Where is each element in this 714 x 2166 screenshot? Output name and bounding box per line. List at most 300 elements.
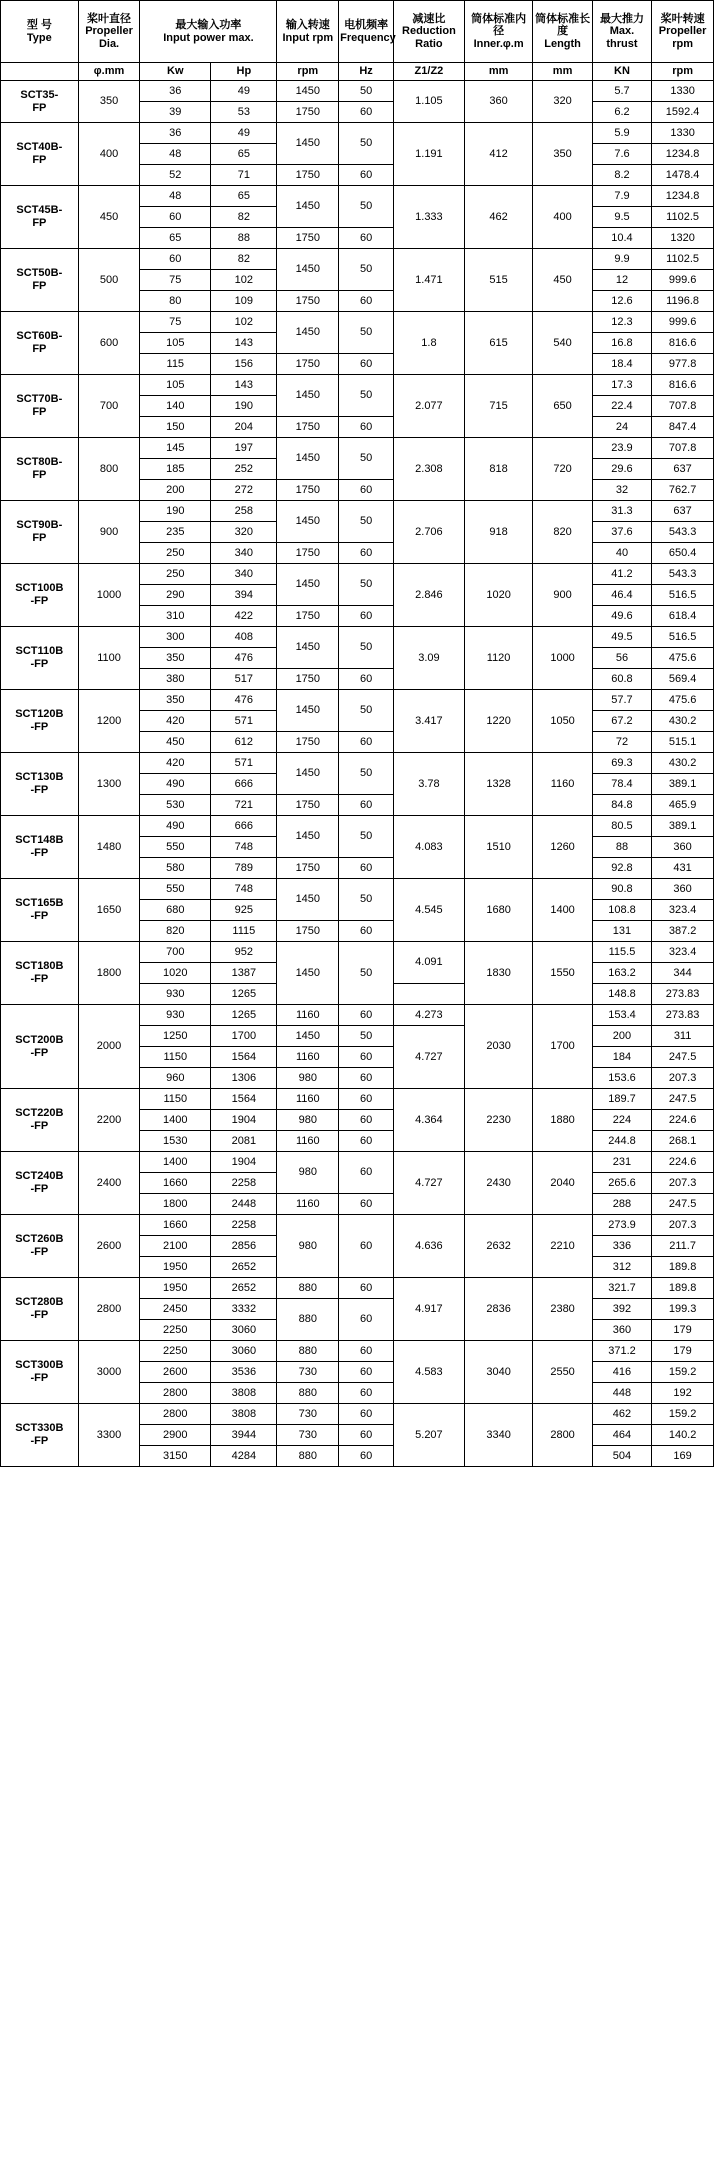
- model-cell: SCT50B- FP: [1, 249, 79, 312]
- input-power-hp-cell: 612: [211, 732, 277, 753]
- frequency-cell: 60: [339, 102, 394, 123]
- max-thrust-cell: 336: [592, 1236, 651, 1257]
- reduction-ratio-cell: 2.706: [394, 501, 465, 564]
- input-power-hp-cell: 925: [211, 900, 277, 921]
- max-thrust-cell: 462: [592, 1404, 651, 1425]
- reduction-ratio-cell: 4.273: [394, 1005, 465, 1026]
- propeller-dia-cell: 400: [78, 123, 140, 186]
- length-cell: 720: [533, 438, 592, 501]
- table-row: [1, 249, 714, 270]
- input-power-hp-cell: 2448: [211, 1194, 277, 1215]
- frequency-cell: 60: [339, 165, 394, 186]
- reduction-ratio-cell: 2.077: [394, 375, 465, 438]
- input-power-hp-cell: 666: [211, 774, 277, 795]
- max-thrust-cell: 273.9: [592, 1215, 651, 1236]
- frequency-cell: 60: [339, 1404, 394, 1425]
- input-power-hp-cell: 82: [211, 249, 277, 270]
- max-thrust-cell: 6.2: [592, 102, 651, 123]
- input-rpm-cell: 1750: [277, 858, 339, 879]
- propeller-rpm-cell: 159.2: [652, 1362, 714, 1383]
- frequency-cell: 50: [339, 501, 394, 543]
- max-thrust-cell: 392: [592, 1299, 651, 1320]
- input-power-kw-cell: 1800: [140, 1194, 211, 1215]
- propeller-dia-cell: 1800: [78, 942, 140, 1005]
- input-rpm-cell: 1450: [277, 249, 339, 291]
- propeller-dia-cell: 2600: [78, 1215, 140, 1278]
- input-rpm-cell: 1450: [277, 438, 339, 480]
- input-power-hp-cell: 2652: [211, 1278, 277, 1299]
- max-thrust-cell: 80.5: [592, 816, 651, 837]
- max-thrust-cell: 31.3: [592, 501, 651, 522]
- length-cell: 1700: [533, 1005, 592, 1089]
- propeller-dia-cell: 350: [78, 81, 140, 123]
- propeller-rpm-cell: 569.4: [652, 669, 714, 690]
- input-rpm-cell: 730: [277, 1404, 339, 1425]
- input-rpm-cell: 1750: [277, 543, 339, 564]
- input-power-kw-cell: 80: [140, 291, 211, 312]
- input-power-hp-cell: 2258: [211, 1215, 277, 1236]
- reduction-ratio-cell: 2.846: [394, 564, 465, 627]
- input-power-kw-cell: 2100: [140, 1236, 211, 1257]
- frequency-cell: 50: [339, 375, 394, 417]
- header-reduction-ratio: 减速比 Reduction Ratio: [394, 1, 465, 63]
- length-cell: 2210: [533, 1215, 592, 1278]
- model-cell: SCT40B- FP: [1, 123, 79, 186]
- input-power-kw-cell: 2800: [140, 1404, 211, 1425]
- input-power-hp-cell: 422: [211, 606, 277, 627]
- frequency-cell: 50: [339, 249, 394, 291]
- propeller-rpm-cell: 389.1: [652, 774, 714, 795]
- propeller-rpm-cell: 977.8: [652, 354, 714, 375]
- input-rpm-cell: 1750: [277, 228, 339, 249]
- propeller-rpm-cell: 1234.8: [652, 144, 714, 165]
- max-thrust-cell: 115.5: [592, 942, 651, 963]
- max-thrust-cell: 17.3: [592, 375, 651, 396]
- length-cell: 820: [533, 501, 592, 564]
- max-thrust-cell: 78.4: [592, 774, 651, 795]
- propeller-rpm-cell: 847.4: [652, 417, 714, 438]
- input-power-hp-cell: 721: [211, 795, 277, 816]
- model-cell: SCT220B -FP: [1, 1089, 79, 1152]
- input-power-kw-cell: 1950: [140, 1257, 211, 1278]
- table-row: [1, 375, 714, 396]
- input-power-hp-cell: 666: [211, 816, 277, 837]
- input-rpm-cell: 730: [277, 1362, 339, 1383]
- max-thrust-cell: 265.6: [592, 1173, 651, 1194]
- max-thrust-cell: 56: [592, 648, 651, 669]
- input-power-hp-cell: 143: [211, 333, 277, 354]
- propeller-rpm-cell: 387.2: [652, 921, 714, 942]
- max-thrust-cell: 9.5: [592, 207, 651, 228]
- input-power-kw-cell: 150: [140, 417, 211, 438]
- reduction-ratio-cell: [394, 984, 465, 1005]
- frequency-cell: 60: [339, 1362, 394, 1383]
- input-power-hp-cell: 394: [211, 585, 277, 606]
- input-power-hp-cell: 340: [211, 564, 277, 585]
- input-power-kw-cell: 930: [140, 984, 211, 1005]
- input-power-kw-cell: 235: [140, 522, 211, 543]
- input-power-hp-cell: 143: [211, 375, 277, 396]
- frequency-cell: 60: [339, 1068, 394, 1089]
- reduction-ratio-cell: 4.727: [394, 1152, 465, 1215]
- frequency-cell: 50: [339, 438, 394, 480]
- input-power-hp-cell: 1904: [211, 1110, 277, 1131]
- model-cell: SCT35- FP: [1, 81, 79, 123]
- input-power-hp-cell: 272: [211, 480, 277, 501]
- frequency-cell: 50: [339, 942, 394, 1005]
- frequency-cell: 50: [339, 753, 394, 795]
- input-rpm-cell: 1450: [277, 186, 339, 228]
- propeller-rpm-cell: 207.3: [652, 1068, 714, 1089]
- input-power-kw-cell: 960: [140, 1068, 211, 1089]
- max-thrust-cell: 84.8: [592, 795, 651, 816]
- max-thrust-cell: 231: [592, 1152, 651, 1173]
- unit-cell-9: KN: [592, 63, 651, 81]
- propeller-rpm-cell: 140.2: [652, 1425, 714, 1446]
- propeller-rpm-cell: 999.6: [652, 312, 714, 333]
- inner-dia-cell: 1120: [464, 627, 533, 690]
- propeller-rpm-cell: 179: [652, 1320, 714, 1341]
- propeller-rpm-cell: 999.6: [652, 270, 714, 291]
- length-cell: 540: [533, 312, 592, 375]
- max-thrust-cell: 371.2: [592, 1341, 651, 1362]
- propeller-rpm-cell: 169: [652, 1446, 714, 1467]
- propeller-dia-cell: 2400: [78, 1152, 140, 1215]
- propeller-rpm-cell: 247.5: [652, 1089, 714, 1110]
- max-thrust-cell: 57.7: [592, 690, 651, 711]
- max-thrust-cell: 40: [592, 543, 651, 564]
- propeller-rpm-cell: 247.5: [652, 1047, 714, 1068]
- reduction-ratio-cell: 3.09: [394, 627, 465, 690]
- input-rpm-cell: 1750: [277, 102, 339, 123]
- max-thrust-cell: 49.5: [592, 627, 651, 648]
- length-cell: 450: [533, 249, 592, 312]
- unit-cell-1: φ.mm: [78, 63, 140, 81]
- inner-dia-cell: 1680: [464, 879, 533, 942]
- model-cell: SCT70B- FP: [1, 375, 79, 438]
- input-power-hp-cell: 2856: [211, 1236, 277, 1257]
- max-thrust-cell: 49.6: [592, 606, 651, 627]
- input-power-hp-cell: 3536: [211, 1362, 277, 1383]
- input-rpm-cell: 1450: [277, 753, 339, 795]
- table-row: [1, 942, 714, 963]
- unit-cell-0: [1, 63, 79, 81]
- max-thrust-cell: 37.6: [592, 522, 651, 543]
- input-rpm-cell: 1450: [277, 501, 339, 543]
- propeller-dia-cell: 2200: [78, 1089, 140, 1152]
- propeller-dia-cell: 600: [78, 312, 140, 375]
- input-power-hp-cell: 789: [211, 858, 277, 879]
- reduction-ratio-cell: 3.417: [394, 690, 465, 753]
- frequency-cell: 60: [339, 669, 394, 690]
- length-cell: 650: [533, 375, 592, 438]
- input-power-hp-cell: 2081: [211, 1131, 277, 1152]
- header-max-thrust: 最大推力 Max. thrust: [592, 1, 651, 63]
- input-power-kw-cell: 60: [140, 207, 211, 228]
- max-thrust-cell: 464: [592, 1425, 651, 1446]
- input-rpm-cell: 1450: [277, 1026, 339, 1047]
- model-cell: SCT260B -FP: [1, 1215, 79, 1278]
- table-row: [1, 690, 714, 711]
- input-power-hp-cell: 1115: [211, 921, 277, 942]
- propeller-rpm-cell: 273.83: [652, 1005, 714, 1026]
- input-power-kw-cell: 2450: [140, 1299, 211, 1320]
- input-rpm-cell: 1450: [277, 816, 339, 858]
- frequency-cell: 50: [339, 81, 394, 102]
- input-power-kw-cell: 490: [140, 774, 211, 795]
- inner-dia-cell: 3040: [464, 1341, 533, 1404]
- propeller-dia-cell: 450: [78, 186, 140, 249]
- header-type: 型 号 Type: [1, 1, 79, 63]
- model-cell: SCT60B- FP: [1, 312, 79, 375]
- input-power-kw-cell: 185: [140, 459, 211, 480]
- input-power-kw-cell: 250: [140, 543, 211, 564]
- input-rpm-cell: 1450: [277, 942, 339, 1005]
- max-thrust-cell: 224: [592, 1110, 651, 1131]
- input-power-kw-cell: 1530: [140, 1131, 211, 1152]
- header-input-rpm: 输入转速 Input rpm: [277, 1, 339, 63]
- max-thrust-cell: 504: [592, 1446, 651, 1467]
- input-power-hp-cell: 258: [211, 501, 277, 522]
- input-power-hp-cell: 1700: [211, 1026, 277, 1047]
- input-power-hp-cell: 65: [211, 186, 277, 207]
- reduction-ratio-cell: 4.917: [394, 1278, 465, 1341]
- input-power-kw-cell: 200: [140, 480, 211, 501]
- reduction-ratio-cell: 4.727: [394, 1026, 465, 1089]
- propeller-rpm-cell: 360: [652, 879, 714, 900]
- input-power-hp-cell: 340: [211, 543, 277, 564]
- frequency-cell: 60: [339, 417, 394, 438]
- unit-cell-3: Hp: [211, 63, 277, 81]
- propeller-rpm-cell: 543.3: [652, 522, 714, 543]
- frequency-cell: 60: [339, 1005, 394, 1026]
- table-row: [1, 879, 714, 900]
- unit-cell-10: rpm: [652, 63, 714, 81]
- input-rpm-cell: 1750: [277, 921, 339, 942]
- input-rpm-cell: 1750: [277, 291, 339, 312]
- frequency-cell: 60: [339, 1194, 394, 1215]
- input-rpm-cell: 1450: [277, 81, 339, 102]
- propeller-rpm-cell: 475.6: [652, 648, 714, 669]
- propeller-rpm-cell: 1592.4: [652, 102, 714, 123]
- input-rpm-cell: 1160: [277, 1194, 339, 1215]
- max-thrust-cell: 92.8: [592, 858, 651, 879]
- table-row: [1, 627, 714, 648]
- model-cell: SCT80B- FP: [1, 438, 79, 501]
- unit-cell-7: mm: [464, 63, 533, 81]
- input-power-hp-cell: 156: [211, 354, 277, 375]
- inner-dia-cell: 715: [464, 375, 533, 438]
- propeller-rpm-cell: 344: [652, 963, 714, 984]
- input-power-hp-cell: 571: [211, 753, 277, 774]
- input-power-kw-cell: 36: [140, 81, 211, 102]
- input-power-kw-cell: 48: [140, 186, 211, 207]
- input-power-kw-cell: 75: [140, 270, 211, 291]
- input-rpm-cell: 1450: [277, 690, 339, 732]
- propeller-dia-cell: 2800: [78, 1278, 140, 1341]
- reduction-ratio-cell: 2.308: [394, 438, 465, 501]
- max-thrust-cell: 7.9: [592, 186, 651, 207]
- max-thrust-cell: 24: [592, 417, 651, 438]
- model-cell: SCT90B- FP: [1, 501, 79, 564]
- input-power-kw-cell: 1150: [140, 1047, 211, 1068]
- input-power-hp-cell: 1564: [211, 1089, 277, 1110]
- inner-dia-cell: 462: [464, 186, 533, 249]
- frequency-cell: 60: [339, 1299, 394, 1341]
- propeller-rpm-cell: 199.3: [652, 1299, 714, 1320]
- max-thrust-cell: 41.2: [592, 564, 651, 585]
- input-power-hp-cell: 109: [211, 291, 277, 312]
- max-thrust-cell: 312: [592, 1257, 651, 1278]
- reduction-ratio-cell: 4.364: [394, 1089, 465, 1152]
- input-power-kw-cell: 350: [140, 690, 211, 711]
- input-rpm-cell: 880: [277, 1341, 339, 1362]
- max-thrust-cell: 448: [592, 1383, 651, 1404]
- propeller-rpm-cell: 323.4: [652, 900, 714, 921]
- propeller-dia-cell: 1000: [78, 564, 140, 627]
- unit-cell-8: mm: [533, 63, 592, 81]
- input-rpm-cell: 980: [277, 1110, 339, 1131]
- input-power-hp-cell: 1265: [211, 984, 277, 1005]
- propeller-dia-cell: 1480: [78, 816, 140, 879]
- propeller-rpm-cell: 1320: [652, 228, 714, 249]
- header-propeller-dia: 桨叶直径 Propeller Dia.: [78, 1, 140, 63]
- table-units-row: [1, 63, 714, 81]
- input-power-kw-cell: 1400: [140, 1152, 211, 1173]
- input-power-hp-cell: 748: [211, 837, 277, 858]
- max-thrust-cell: 288: [592, 1194, 651, 1215]
- input-power-hp-cell: 748: [211, 879, 277, 900]
- input-power-kw-cell: 52: [140, 165, 211, 186]
- input-power-kw-cell: 820: [140, 921, 211, 942]
- input-power-kw-cell: 380: [140, 669, 211, 690]
- propeller-rpm-cell: 273.83: [652, 984, 714, 1005]
- input-power-hp-cell: 571: [211, 711, 277, 732]
- inner-dia-cell: 1510: [464, 816, 533, 879]
- reduction-ratio-cell: 5.207: [394, 1404, 465, 1467]
- frequency-cell: 50: [339, 690, 394, 732]
- input-rpm-cell: 880: [277, 1446, 339, 1467]
- frequency-cell: 60: [339, 858, 394, 879]
- frequency-cell: 60: [339, 1425, 394, 1446]
- propeller-rpm-cell: 465.9: [652, 795, 714, 816]
- table-header-row: [1, 1, 714, 63]
- table-row: [1, 1152, 714, 1173]
- propeller-rpm-cell: 224.6: [652, 1110, 714, 1131]
- input-rpm-cell: 1750: [277, 165, 339, 186]
- input-power-kw-cell: 145: [140, 438, 211, 459]
- inner-dia-cell: 515: [464, 249, 533, 312]
- propeller-rpm-cell: 816.6: [652, 333, 714, 354]
- input-power-hp-cell: 2652: [211, 1257, 277, 1278]
- propeller-rpm-cell: 360: [652, 837, 714, 858]
- frequency-cell: 60: [339, 1278, 394, 1299]
- max-thrust-cell: 108.8: [592, 900, 651, 921]
- propeller-dia-cell: 1100: [78, 627, 140, 690]
- length-cell: 2040: [533, 1152, 592, 1215]
- max-thrust-cell: 29.6: [592, 459, 651, 480]
- frequency-cell: 60: [339, 1089, 394, 1110]
- input-power-hp-cell: 1904: [211, 1152, 277, 1173]
- input-power-hp-cell: 53: [211, 102, 277, 123]
- frequency-cell: 50: [339, 564, 394, 606]
- input-rpm-cell: 1160: [277, 1089, 339, 1110]
- propeller-dia-cell: 900: [78, 501, 140, 564]
- max-thrust-cell: 163.2: [592, 963, 651, 984]
- inner-dia-cell: 2030: [464, 1005, 533, 1089]
- input-power-kw-cell: 350: [140, 648, 211, 669]
- header-input-power: 最大输入功率 Input power max.: [140, 1, 277, 63]
- input-power-kw-cell: 680: [140, 900, 211, 921]
- propeller-rpm-cell: 207.3: [652, 1215, 714, 1236]
- input-rpm-cell: 980: [277, 1152, 339, 1194]
- input-rpm-cell: 1450: [277, 879, 339, 921]
- model-cell: SCT120B -FP: [1, 690, 79, 753]
- model-cell: SCT100B -FP: [1, 564, 79, 627]
- input-power-kw-cell: 290: [140, 585, 211, 606]
- input-power-hp-cell: 4284: [211, 1446, 277, 1467]
- frequency-cell: 50: [339, 123, 394, 165]
- input-power-hp-cell: 49: [211, 123, 277, 144]
- input-power-kw-cell: 550: [140, 879, 211, 900]
- reduction-ratio-cell: 4.583: [394, 1341, 465, 1404]
- unit-cell-5: Hz: [339, 63, 394, 81]
- input-rpm-cell: 1450: [277, 627, 339, 669]
- table-row: [1, 1404, 714, 1425]
- propeller-rpm-cell: 159.2: [652, 1404, 714, 1425]
- input-power-hp-cell: 204: [211, 417, 277, 438]
- propeller-rpm-cell: 516.5: [652, 585, 714, 606]
- propeller-dia-cell: 800: [78, 438, 140, 501]
- propeller-rpm-cell: 516.5: [652, 627, 714, 648]
- max-thrust-cell: 67.2: [592, 711, 651, 732]
- header-length: 筒体标准长度 Length: [533, 1, 592, 63]
- model-cell: SCT280B -FP: [1, 1278, 79, 1341]
- propeller-rpm-cell: 543.3: [652, 564, 714, 585]
- table-row: [1, 312, 714, 333]
- input-rpm-cell: 1160: [277, 1131, 339, 1152]
- inner-dia-cell: 918: [464, 501, 533, 564]
- input-power-kw-cell: 1020: [140, 963, 211, 984]
- frequency-cell: 60: [339, 1047, 394, 1068]
- max-thrust-cell: 12.3: [592, 312, 651, 333]
- inner-dia-cell: 2632: [464, 1215, 533, 1278]
- max-thrust-cell: 184: [592, 1047, 651, 1068]
- unit-cell-4: rpm: [277, 63, 339, 81]
- max-thrust-cell: 72: [592, 732, 651, 753]
- input-power-kw-cell: 420: [140, 711, 211, 732]
- input-power-hp-cell: 252: [211, 459, 277, 480]
- input-rpm-cell: 730: [277, 1425, 339, 1446]
- propeller-rpm-cell: 1196.8: [652, 291, 714, 312]
- table-row: [1, 1089, 714, 1110]
- input-power-kw-cell: 700: [140, 942, 211, 963]
- input-power-hp-cell: 3332: [211, 1299, 277, 1320]
- max-thrust-cell: 9.9: [592, 249, 651, 270]
- input-power-kw-cell: 60: [140, 249, 211, 270]
- propeller-dia-cell: 700: [78, 375, 140, 438]
- max-thrust-cell: 22.4: [592, 396, 651, 417]
- propeller-rpm-cell: 762.7: [652, 480, 714, 501]
- max-thrust-cell: 88: [592, 837, 651, 858]
- max-thrust-cell: 16.8: [592, 333, 651, 354]
- input-rpm-cell: 1750: [277, 354, 339, 375]
- length-cell: 2800: [533, 1404, 592, 1467]
- input-rpm-cell: 1160: [277, 1005, 339, 1026]
- input-power-kw-cell: 3150: [140, 1446, 211, 1467]
- length-cell: 2550: [533, 1341, 592, 1404]
- input-rpm-cell: 880: [277, 1299, 339, 1341]
